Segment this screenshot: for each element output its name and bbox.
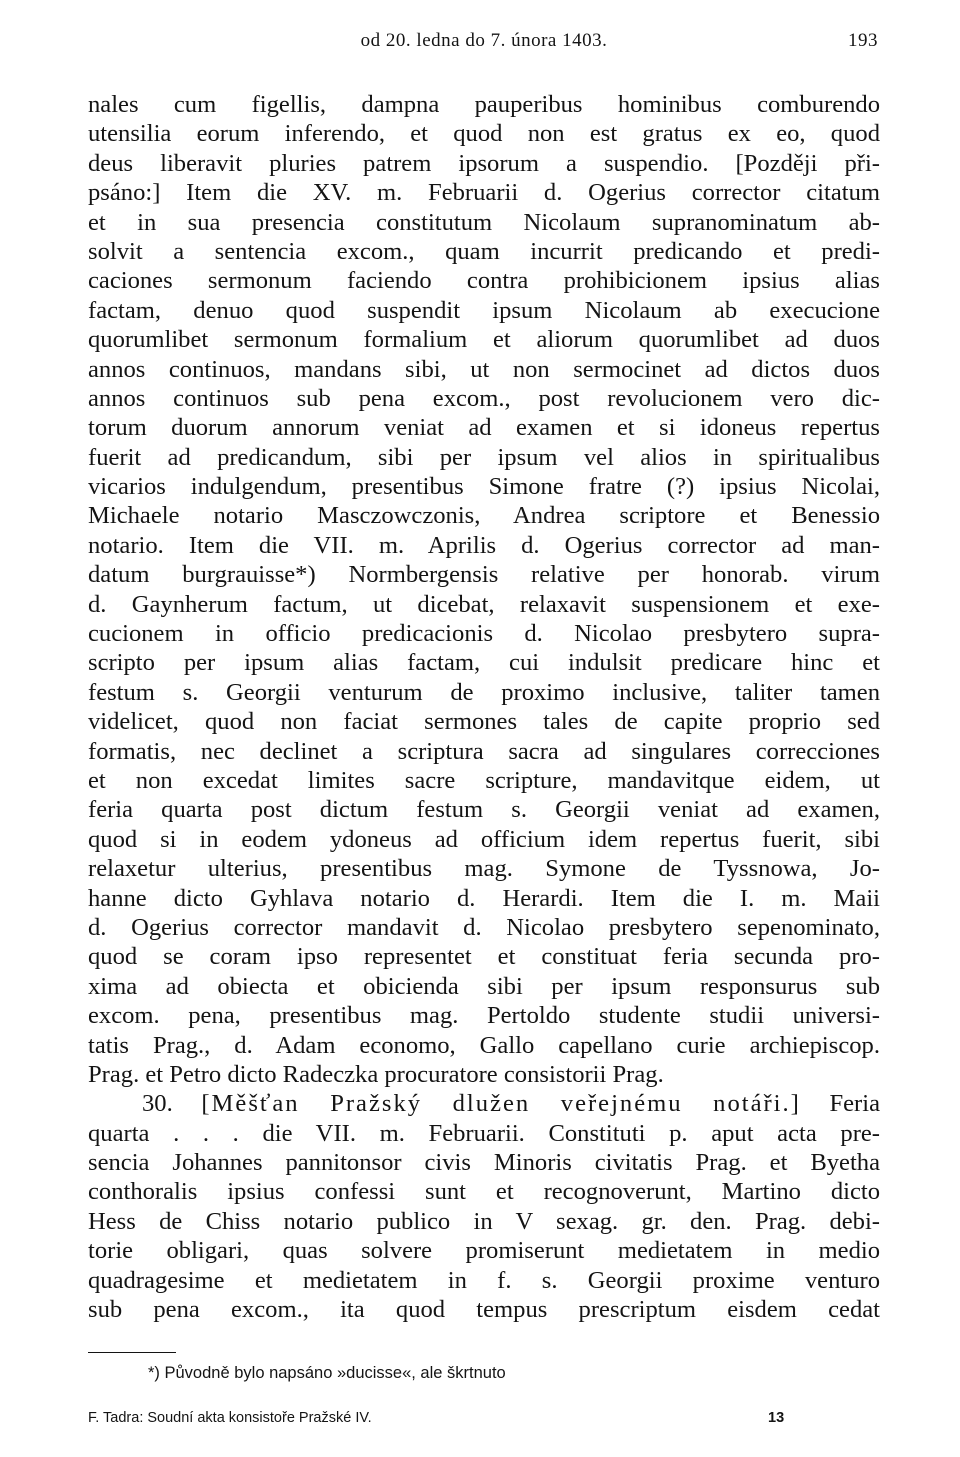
text-line: annos continuos, mandans sibi, ut non sermocinet ad dictos duos <box>88 355 880 383</box>
printer-signature: F. Tadra: Soudní akta konsistoře Pražské IV. <box>88 1410 372 1426</box>
text-line: quorumlibet sermonum formalium et aliorum quorumlibet ad duos <box>88 326 880 354</box>
entry-title: [Měšťan Pražský dlužen veřejnému notáři.] <box>201 1090 801 1118</box>
entry-text-line: conthoralis ipsius confessi sunt et recognoverunt, Martino dicto <box>88 1178 880 1206</box>
text-line: excom. pena, presentibus mag. Pertoldo studente studii universi- <box>88 1002 880 1030</box>
text-line: caciones sermonum faciendo contra prohibicionem ipsius alias <box>88 267 880 295</box>
entry-heading-line <box>88 1089 880 1118</box>
text-line: xima ad obiecta et obicienda sibi per ipsum responsurus sub <box>88 972 880 1000</box>
entry-text-line: quarta . . . die VII. m. Februarii. Constituti p. aput acta pre- <box>88 1119 880 1147</box>
entry-text-line: torie obligari, quas solvere promiserunt medietatem in medio <box>88 1237 880 1265</box>
entry-number: 30. <box>142 1090 173 1118</box>
footnote: *) Původně bylo napsáno »ducisse«, ale škrtnuto <box>148 1364 506 1382</box>
entry-text-line: quadragesime et medietatem in f. s. Georgii proxime venturo <box>88 1266 880 1294</box>
text-line: factam, denuo quod suspendit ipsum Nicolaum ab execucione <box>88 296 880 324</box>
text-line: quod se coram ipso representet et constituat feria secunda pro- <box>88 943 880 971</box>
text-line: videlicet, quod non faciat sermones tales de capite proprio sed <box>88 708 880 736</box>
text-line: vicarios indulgendum, presentibus Simone fratre (?) ipsius Nicolai, <box>88 473 880 501</box>
text-line: d. Ogerius corrector mandavit d. Nicolao presbytero sepenominato, <box>88 913 880 941</box>
entry-text-line: sub pena excom., ita quod tempus prescriptum eisdem cedat <box>88 1296 880 1324</box>
text-line: notario. Item die VII. m. Aprilis d. Ogerius corrector ad man- <box>88 531 880 559</box>
footnote-rule <box>88 1352 176 1353</box>
page-header <box>88 30 880 60</box>
text-line: psáno:] Item die XV. m. Februarii d. Ogerius corrector citatum <box>88 179 880 207</box>
text-line: Michaele notario Masczowczonis, Andrea scriptore et Benessio <box>88 502 880 530</box>
page-number: 193 <box>848 30 878 51</box>
entry-text-line: Hess de Chiss notario publico in V sexag. gr. den. Prag. debi- <box>88 1207 880 1235</box>
text-line: datum burgrauisse*) Normbergensis relative per honorab. virum <box>88 561 880 589</box>
text-line: tatis Prag., d. Adam economo, Gallo capellano curie archiepiscop. <box>88 1031 880 1059</box>
text-line: nales cum figellis, dampna pauperibus hominibus comburendo <box>88 91 880 118</box>
text-line: torum duorum annorum veniat ad examen et si idoneus repertus <box>88 414 880 442</box>
running-title: od 20. ledna do 7. února 1403. <box>360 30 608 51</box>
text-line: hanne dicto Gyhlava notario d. Herardi. Item die I. m. Maii <box>88 884 880 912</box>
text-line: Prag. et Petro dicto Radeczka procuratore consistorii Prag. <box>88 1060 664 1088</box>
text-line: festum s. Georgii venturum de proximo inclusive, taliter tamen <box>88 678 880 706</box>
text-line: d. Gaynherum factum, ut dicebat, relaxavit suspensionem et exe- <box>88 590 880 618</box>
text-line: quod si in eodem ydoneus ad officium idem repertus fuerit, sibi <box>88 825 880 853</box>
main-text <box>88 90 880 1324</box>
text-line: solvit a sentencia excom., quam incurrit predicando et predi- <box>88 237 880 265</box>
text-line: et in sua presencia constitutum Nicolaum supranominatum ab- <box>88 208 880 236</box>
text-line: formatis, nec declinet a scriptura sacra ad singulares correcciones <box>88 737 880 765</box>
text-line: scripto per ipsum alias factam, cui indulsit predicare hinc et <box>88 649 880 677</box>
text-line: feria quarta post dictum festum s. Georgii veniat ad examen, <box>88 796 880 824</box>
text-line: et non excedat limites sacre scripture, mandavitque eidem, ut <box>88 766 880 794</box>
text-line: cucionem in officio predicacionis d. Nicolao presbytero supra- <box>88 620 880 648</box>
text-line: annos continuos sub pena excom., post revolucionem vero dic- <box>88 384 880 412</box>
text-line: relaxetur ulterius, presentibus mag. Symone de Tyssnowa, Jo- <box>88 855 880 883</box>
text-line: deus liberavit pluries patrem ipsorum a suspendio. [Později při- <box>88 149 880 177</box>
entry-text-line: sencia Johannes pannitonsor civis Minoris civitatis Prag. et Byetha <box>88 1149 880 1177</box>
entry-first-words: Feria <box>829 1090 880 1118</box>
text-line: utensilia eorum inferendo, et quod non est gratus ex eo, quod <box>88 120 880 148</box>
text-line: fuerit ad predicandum, sibi per ipsum vel alios in spiritualibus <box>88 443 880 471</box>
sheet-number: 13 <box>768 1410 785 1426</box>
